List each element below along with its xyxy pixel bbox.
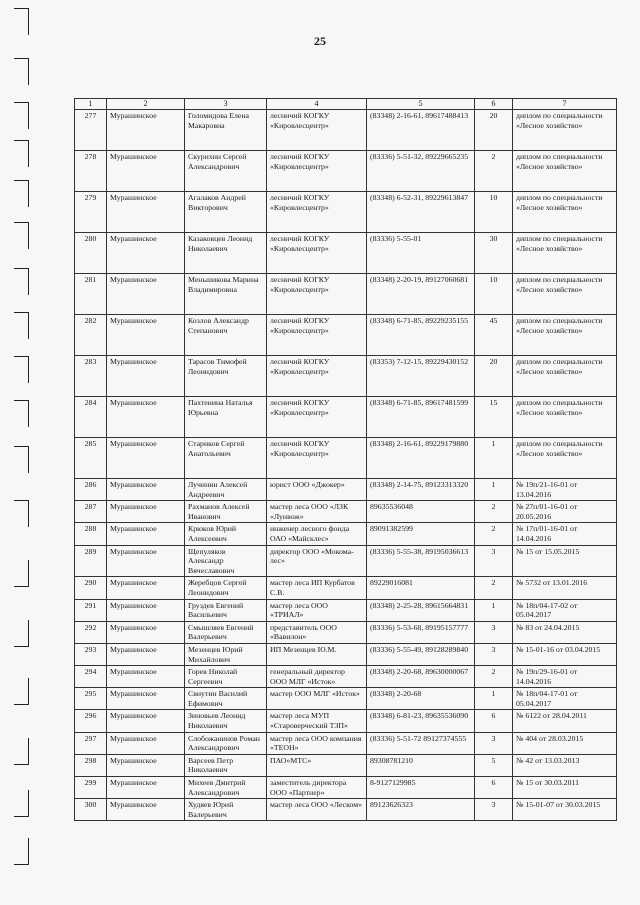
phone-cell: (83336) 5-55-01 [367, 233, 475, 274]
name-cell: Рахманов Алексей Иванович [185, 501, 267, 523]
phone-cell: (83336) 5-51-32, 89229665235 [367, 151, 475, 192]
position-cell: мастер леса ИП Курбатов С.В. [267, 577, 367, 599]
registry-table [74, 98, 617, 821]
name-cell: Голомидова Елена Макаровна [185, 110, 267, 151]
table-row [75, 577, 617, 599]
name-cell: Груздев Евгений Васильевич [185, 599, 267, 621]
table-row [75, 233, 617, 274]
district-cell: Мурашинское [107, 710, 185, 732]
document-cell: № 6122 от 28.04.2011 [513, 710, 617, 732]
experience-cell: 1 [475, 438, 513, 479]
row-number: 282 [75, 315, 107, 356]
position-cell: ПАО«МТС» [267, 754, 367, 776]
phone-cell: (83348) 6-71-85, 89617481599 [367, 397, 475, 438]
table-row [75, 315, 617, 356]
name-cell: Щепуляков Александр Вячеславович [185, 545, 267, 577]
district-cell: Мурашинское [107, 501, 185, 523]
position-cell: лесничий КОГКУ «Кировлесцентр» [267, 274, 367, 315]
position-cell: мастер ООО МЛГ «Исток» [267, 688, 367, 710]
position-cell: лесничий КОГКУ «Кировлесцентр» [267, 233, 367, 274]
row-number: 283 [75, 356, 107, 397]
experience-cell: 6 [475, 777, 513, 799]
document-cell: № 15-01-07 от 30.03.2015 [513, 799, 617, 821]
experience-cell: 15 [475, 397, 513, 438]
phone-cell: (83348) 2-14-75, 89123313320 [367, 479, 475, 501]
experience-cell: 10 [475, 192, 513, 233]
position-cell: лесничий КОГКУ «Кировлесцентр» [267, 192, 367, 233]
document-cell: № 83 от 24.04.2015 [513, 621, 617, 643]
table-row [75, 621, 617, 643]
phone-cell: 8-9127129985 [367, 777, 475, 799]
district-cell: Мурашинское [107, 754, 185, 776]
row-number: 284 [75, 397, 107, 438]
row-number: 288 [75, 523, 107, 545]
experience-cell: 45 [475, 315, 513, 356]
phone-cell: (83348) 6-81-23, 89635536090 [367, 710, 475, 732]
row-number: 280 [75, 233, 107, 274]
column-header: 7 [513, 99, 617, 110]
name-cell: Зиновьев Леонид Николаевич [185, 710, 267, 732]
experience-cell: 20 [475, 110, 513, 151]
row-number: 286 [75, 479, 107, 501]
row-number: 292 [75, 621, 107, 643]
phone-cell: (83348) 2-20-19, 89127060681 [367, 274, 475, 315]
table-body [75, 110, 617, 821]
experience-cell: 3 [475, 643, 513, 665]
phone-cell: 89123626323 [367, 799, 475, 821]
name-cell: Свиутин Василий Ефимович [185, 688, 267, 710]
experience-cell: 5 [475, 754, 513, 776]
position-cell: лесничий КОГКУ «Кировлесцентр» [267, 438, 367, 479]
table-row [75, 777, 617, 799]
position-cell: лесничий КОГКУ «Кировлесцентр» [267, 151, 367, 192]
position-cell: лесничий КОГКУ «Кировлесцентр» [267, 397, 367, 438]
phone-cell: (83348) 2-20-68, 89630000067 [367, 666, 475, 688]
table-row [75, 397, 617, 438]
experience-cell: 3 [475, 545, 513, 577]
document-cell: № 15 от 30.03.2011 [513, 777, 617, 799]
name-cell: Меньшикова Марина Владимировна [185, 274, 267, 315]
document-cell: диплом по специальности «Лесное хозяйство» [513, 356, 617, 397]
experience-cell: 2 [475, 501, 513, 523]
row-number: 278 [75, 151, 107, 192]
district-cell: Мурашинское [107, 545, 185, 577]
name-cell: Мезенцев Юрий Михайлович [185, 643, 267, 665]
table-row [75, 666, 617, 688]
district-cell: Мурашинское [107, 397, 185, 438]
table-row [75, 151, 617, 192]
table-row [75, 479, 617, 501]
name-cell: Агалаков Андрей Викторович [185, 192, 267, 233]
phone-cell: (83348) 2-25-28, 89615664831 [367, 599, 475, 621]
name-cell: Жеребцов Сергей Леонидович [185, 577, 267, 599]
name-cell: Козлов Александр Степанович [185, 315, 267, 356]
phone-cell: (83348) 2-16-61, 89229179880 [367, 438, 475, 479]
position-cell: инженер лесного фонда ОАО «Майсклес» [267, 523, 367, 545]
experience-cell: 2 [475, 151, 513, 192]
position-cell: мастер леса ООО «ЛЗК «Лунвож» [267, 501, 367, 523]
column-number-row [75, 99, 617, 110]
row-number: 279 [75, 192, 107, 233]
table-row [75, 799, 617, 821]
experience-cell: 2 [475, 523, 513, 545]
document-cell: № 17п/01-16-01 от 14.04.2016 [513, 523, 617, 545]
document-cell: № 15 от 15.05.2015 [513, 545, 617, 577]
phone-cell: 89229016081 [367, 577, 475, 599]
position-cell: ИП Мезенцев Ю.М. [267, 643, 367, 665]
experience-cell: 2 [475, 666, 513, 688]
row-number: 295 [75, 688, 107, 710]
position-cell: мастер леса ООО компания «ТЕОН» [267, 732, 367, 754]
name-cell: Лучинин Алексей Андреевич [185, 479, 267, 501]
document-cell: № 15-01-16 от 03.04.2015 [513, 643, 617, 665]
row-number: 277 [75, 110, 107, 151]
district-cell: Мурашинское [107, 233, 185, 274]
experience-cell: 1 [475, 479, 513, 501]
column-header: 5 [367, 99, 475, 110]
document-cell: № 27п/01-16-01 от 20.05.2016 [513, 501, 617, 523]
name-cell: Пахтенина Наталья Юрьевна [185, 397, 267, 438]
position-cell: лесничий КОГКУ «Кировлесцентр» [267, 110, 367, 151]
name-cell: Скурихин Сергей Александрович [185, 151, 267, 192]
district-cell: Мурашинское [107, 688, 185, 710]
document-cell: № 19п/29-16-01 от 14.04.2016 [513, 666, 617, 688]
phone-cell: 89635536048 [367, 501, 475, 523]
name-cell: Худяев Юрий Валерьевич [185, 799, 267, 821]
column-header: 3 [185, 99, 267, 110]
position-cell: представитель ООО «Вавилон» [267, 621, 367, 643]
position-cell: директор ООО «Мокома-лес» [267, 545, 367, 577]
row-number: 291 [75, 599, 107, 621]
district-cell: Мурашинское [107, 274, 185, 315]
table-row [75, 710, 617, 732]
position-cell: мастер леса ООО «ТРИАЛ» [267, 599, 367, 621]
district-cell: Мурашинское [107, 577, 185, 599]
phone-cell: (83348) 2-20-68 [367, 688, 475, 710]
document-cell: № 42 от 13.03.2013 [513, 754, 617, 776]
name-cell: Казаковцев Леонид Николаевич [185, 233, 267, 274]
document-cell: № 18п/04-17-01 от 05.04.2017 [513, 688, 617, 710]
phone-cell: (83336) 5-53-68, 89195157777 [367, 621, 475, 643]
table-row [75, 599, 617, 621]
document-cell: диплом по специальности «Лесное хозяйство» [513, 110, 617, 151]
column-header: 4 [267, 99, 367, 110]
column-header: 6 [475, 99, 513, 110]
name-cell: Михеев Дмитрий Александрович [185, 777, 267, 799]
row-number: 297 [75, 732, 107, 754]
name-cell: Стариков Сергей Анатольевич [185, 438, 267, 479]
document-cell: диплом по специальности «Лесное хозяйство» [513, 438, 617, 479]
binder-holes [14, 0, 32, 905]
page-number: 25 [314, 34, 326, 48]
experience-cell: 3 [475, 799, 513, 821]
phone-cell: (83336) 5-55-38, 89195036613 [367, 545, 475, 577]
district-cell: Мурашинское [107, 643, 185, 665]
column-header: 2 [107, 99, 185, 110]
district-cell: Мурашинское [107, 151, 185, 192]
phone-cell: (83348) 6-52-31, 89229613847 [367, 192, 475, 233]
table-row [75, 545, 617, 577]
document-cell: № 404 от 28.03.2015 [513, 732, 617, 754]
row-number: 285 [75, 438, 107, 479]
name-cell: Варсеев Петр Николаевич [185, 754, 267, 776]
document-cell: диплом по специальности «Лесное хозяйство» [513, 151, 617, 192]
experience-cell: 30 [475, 233, 513, 274]
position-cell: лесничий КОГКУ «Кировлесцентр» [267, 356, 367, 397]
district-cell: Мурашинское [107, 356, 185, 397]
document-cell: диплом по специальности «Лесное хозяйство» [513, 233, 617, 274]
phone-cell: (83348) 2-16-61, 89617488413 [367, 110, 475, 151]
document-cell: № 5732 от 13.01.2016 [513, 577, 617, 599]
table-row [75, 643, 617, 665]
position-cell: мастер леса МУП «Староверческий ТЗП» [267, 710, 367, 732]
name-cell: Крюков Юрий Алексеевич [185, 523, 267, 545]
district-cell: Мурашинское [107, 621, 185, 643]
document-cell: диплом по специальности «Лесное хозяйство» [513, 274, 617, 315]
district-cell: Мурашинское [107, 438, 185, 479]
position-cell: мастер леса ООО «Леском» [267, 799, 367, 821]
experience-cell: 6 [475, 710, 513, 732]
phone-cell: (83353) 7-12-15, 89229430152 [367, 356, 475, 397]
name-cell: Слобожанинов Роман Александрович [185, 732, 267, 754]
document-cell: диплом по специальности «Лесное хозяйство» [513, 397, 617, 438]
phone-cell: (83348) 6-71-85, 89229235155 [367, 315, 475, 356]
district-cell: Мурашинское [107, 732, 185, 754]
row-number: 293 [75, 643, 107, 665]
district-cell: Мурашинское [107, 799, 185, 821]
row-number: 290 [75, 577, 107, 599]
row-number: 300 [75, 799, 107, 821]
phone-cell: (83336) 5-55-49, 89128289840 [367, 643, 475, 665]
district-cell: Мурашинское [107, 599, 185, 621]
experience-cell: 20 [475, 356, 513, 397]
experience-cell: 2 [475, 577, 513, 599]
table-row [75, 110, 617, 151]
district-cell: Мурашинское [107, 315, 185, 356]
row-number: 298 [75, 754, 107, 776]
phone-cell: 89091382599 [367, 523, 475, 545]
position-cell: юрист ООО «Джокер» [267, 479, 367, 501]
district-cell: Мурашинское [107, 479, 185, 501]
table-row [75, 438, 617, 479]
table-row [75, 688, 617, 710]
experience-cell: 1 [475, 688, 513, 710]
row-number: 294 [75, 666, 107, 688]
table-row [75, 754, 617, 776]
row-number: 281 [75, 274, 107, 315]
document-cell: № 18п/04-17-02 от 05.04.2017 [513, 599, 617, 621]
phone-cell: (83336) 5-51-72 89127374555 [367, 732, 475, 754]
document-cell: № 19п/21-16-01 от 13.04.2016 [513, 479, 617, 501]
name-cell: Горев Николай Сергеевич [185, 666, 267, 688]
table-row [75, 356, 617, 397]
name-cell: Смышляев Евгений Валерьевич [185, 621, 267, 643]
document-cell: диплом по специальности «Лесное хозяйство» [513, 315, 617, 356]
district-cell: Мурашинское [107, 110, 185, 151]
experience-cell: 10 [475, 274, 513, 315]
column-header: 1 [75, 99, 107, 110]
document-cell: диплом по специальности «Лесное хозяйство» [513, 192, 617, 233]
position-cell: лесничий КОГКУ «Кировлесцентр» [267, 315, 367, 356]
district-cell: Мурашинское [107, 666, 185, 688]
district-cell: Мурашинское [107, 523, 185, 545]
table-row [75, 192, 617, 233]
row-number: 299 [75, 777, 107, 799]
table-row [75, 523, 617, 545]
district-cell: Мурашинское [107, 192, 185, 233]
row-number: 287 [75, 501, 107, 523]
name-cell: Тарасов Тимофей Леонидович [185, 356, 267, 397]
position-cell: генеральный директор ООО МЛГ «Исток» [267, 666, 367, 688]
phone-cell: 89308781210 [367, 754, 475, 776]
row-number: 289 [75, 545, 107, 577]
experience-cell: 1 [475, 599, 513, 621]
position-cell: заместитель директора ООО «Партнер» [267, 777, 367, 799]
row-number: 296 [75, 710, 107, 732]
table-row [75, 501, 617, 523]
experience-cell: 3 [475, 732, 513, 754]
district-cell: Мурашинское [107, 777, 185, 799]
table-row [75, 732, 617, 754]
table-row [75, 274, 617, 315]
experience-cell: 3 [475, 621, 513, 643]
